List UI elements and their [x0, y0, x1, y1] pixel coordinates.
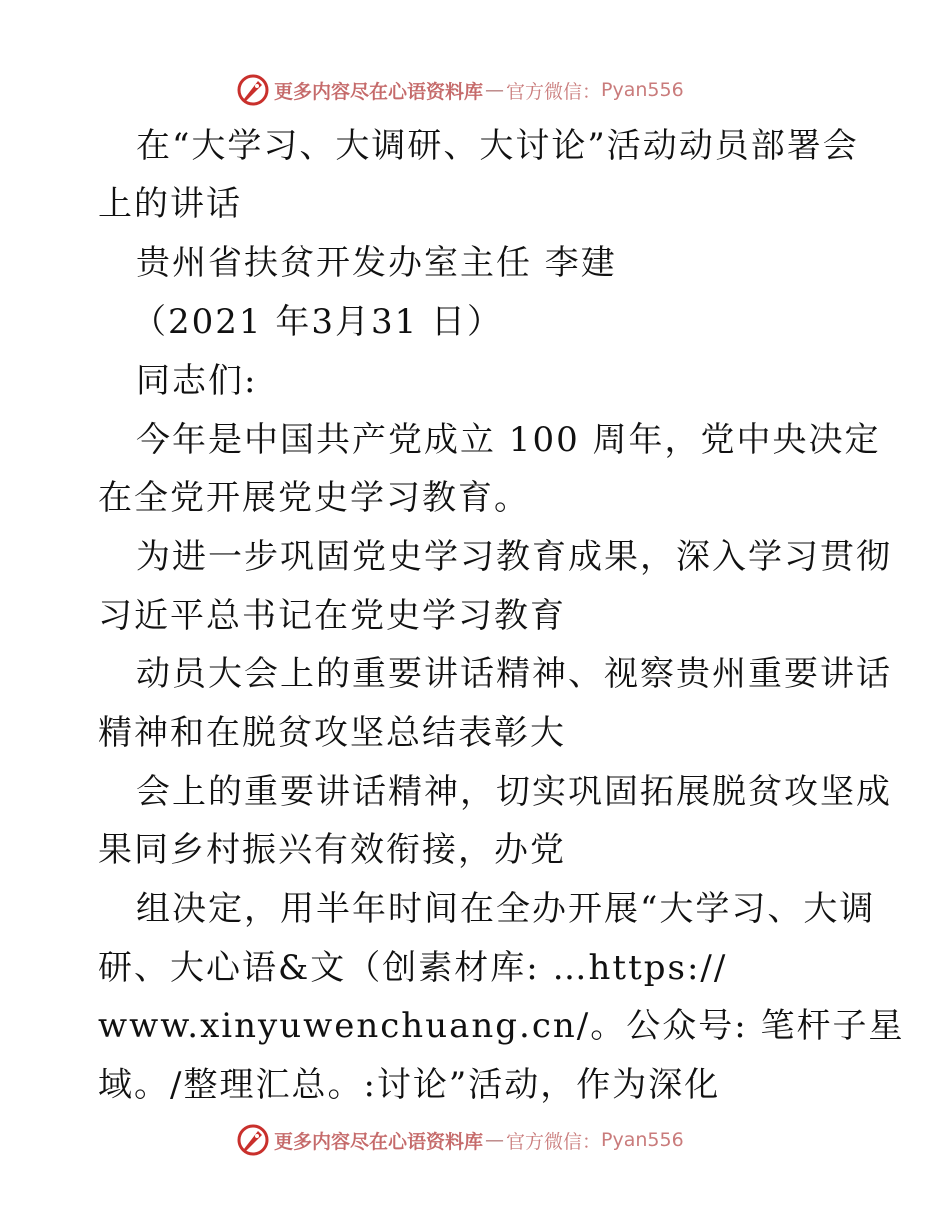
title-line-2: 上的讲话 [98, 184, 242, 224]
paragraph-line: 精神和在脱贫攻坚总结表彰大 [98, 713, 566, 753]
paragraph-line: 为进一步巩固党史学习教育成果，深入学习贯彻 [136, 537, 892, 577]
paragraph-line: 域。/整理汇总。:讨论”活动，作为深化 [98, 1065, 721, 1105]
paragraph-line: www.xinyuwenchuang.cn/。公众号: 笔杆子星 [98, 1006, 905, 1046]
watermark-separator: — [485, 1129, 505, 1151]
paragraph-line: 会上的重要讲话精神，切实巩固拓展脱贫攻坚成 [136, 772, 892, 812]
paragraph-line: 研、大心语&文（创素材库: …https:// [98, 948, 728, 988]
speaker-line: 贵州省扶贫开发办室主任 李建 [136, 243, 617, 283]
date-line: （2021 年3月31 日） [132, 302, 504, 342]
watermark-site-text: 更多内容尽在心语资料库 [274, 1130, 484, 1153]
paragraph-line: 组决定，用半年时间在全办开展“大学习、大调 [136, 889, 876, 929]
paragraph-line: 动员大会上的重要讲话精神、视察贵州重要讲话 [136, 654, 892, 694]
watermark-wechat-id: Pyan556 [601, 79, 684, 101]
watermark-separator: — [485, 79, 505, 101]
watermark-banner-bottom [236, 1122, 684, 1158]
paragraph-line: 今年是中国共产党成立 100 周年，党中央决定 [136, 420, 881, 460]
pen-nib-circle-icon [236, 73, 270, 107]
paragraph-line: 果同乡村振兴有效衔接，办党 [98, 830, 566, 870]
watermark-banner-top [236, 72, 684, 108]
title-line-1: 在“大学习、大调研、大讨论”活动动员部署会 [136, 126, 859, 166]
watermark-wechat-label: 官方微信： [506, 80, 602, 103]
watermark-site-text: 更多内容尽在心语资料库 [274, 80, 484, 103]
pen-nib-circle-icon [236, 1123, 270, 1157]
paragraph-line: 习近平总书记在党史学习教育 [98, 596, 566, 636]
salutation-line: 同志们: [136, 361, 258, 401]
watermark-wechat-id: Pyan556 [601, 1129, 684, 1151]
paragraph-line: 在全党开展党史学习教育。 [98, 478, 530, 518]
watermark-wechat-label: 官方微信： [506, 1130, 602, 1153]
